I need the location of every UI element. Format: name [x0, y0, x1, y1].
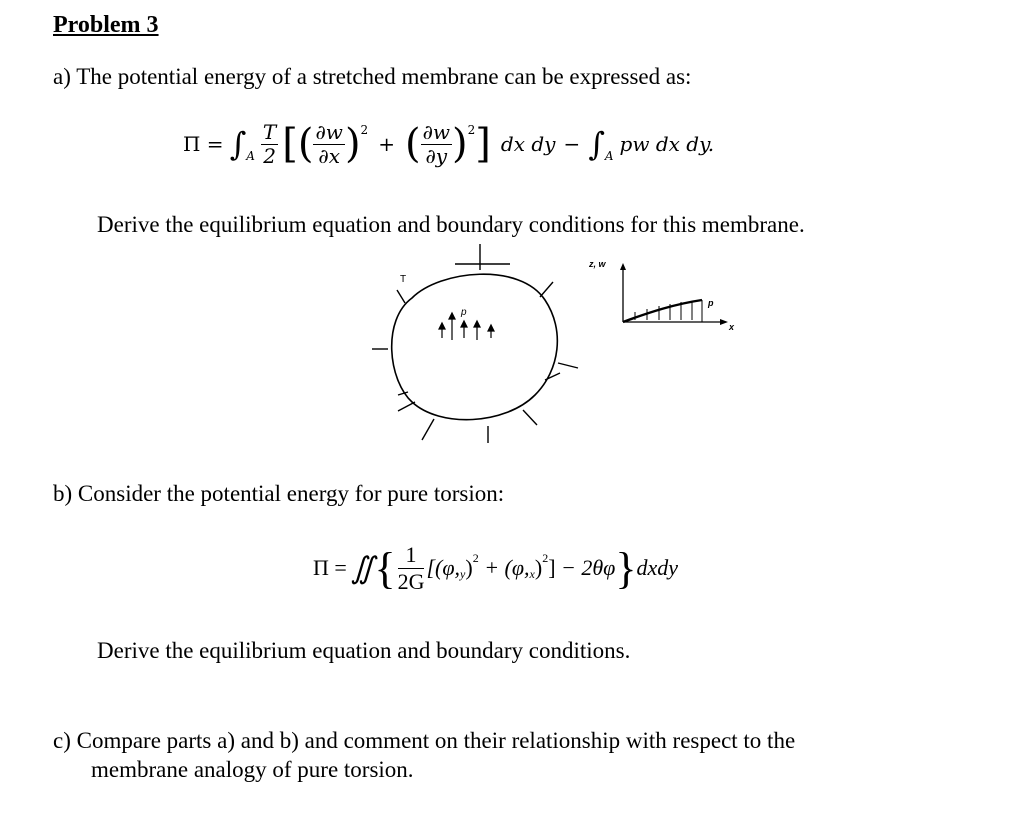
- eq-b-sq1: 2: [472, 550, 479, 565]
- eq-a-domain2: A: [604, 148, 614, 163]
- figure-label-x: x: [729, 322, 735, 332]
- part-a-task: Derive the equilibrium equation and boundary conditions for this membrane.: [97, 212, 805, 237]
- figure-label-zw: z, w: [589, 259, 606, 269]
- eq-b-1-over-2G: [398, 542, 425, 594]
- eq-b-lbrace: {: [374, 543, 396, 593]
- part-b-task: Derive the equilibrium equation and boundary conditions.: [97, 638, 631, 663]
- equation-b: [313, 533, 678, 603]
- eq-a-dy: ∂y: [425, 143, 448, 168]
- profile-diagram: [620, 263, 728, 325]
- eq-b-x: x: [529, 566, 535, 581]
- eq-a-integral: ∫: [229, 125, 247, 163]
- eq-a-dw2: ∂w: [422, 119, 451, 144]
- eq-b-sq2: 2: [542, 550, 549, 565]
- figure-label-p: p: [461, 307, 467, 318]
- eq-a-dxdy: dx dy: [500, 132, 556, 156]
- eq-b-rest: − 2θφ: [555, 555, 616, 580]
- eq-a-domain: A: [246, 148, 255, 163]
- problem-title: Problem 3: [53, 12, 159, 38]
- eq-b-phi-y-open: [(φ,: [426, 555, 461, 580]
- eq-b-bracket: ]: [548, 555, 556, 580]
- eq-a-plus: +: [378, 132, 395, 156]
- part-c-line1: c) Compare parts a) and b) and comment on their relationship with respect to the: [53, 728, 796, 753]
- eq-a-dx: ∂x: [318, 143, 341, 168]
- eq-b-2G: 2G: [397, 568, 425, 594]
- eq-a-2: 2: [263, 143, 276, 168]
- eq-a-minus: −: [563, 132, 581, 156]
- eq-a-integral2: ∫: [588, 125, 605, 163]
- figure-label-p2: p: [708, 298, 714, 308]
- eq-b-lhs: Π =: [313, 555, 347, 580]
- eq-a-lhs: Π =: [183, 132, 224, 156]
- eq-b-y: y: [460, 566, 466, 581]
- part-b-intro: b) Consider the potential energy for pure torsion:: [53, 481, 505, 506]
- eq-b-dxdy: dxdy: [636, 555, 679, 580]
- eq-a-exp2: 2: [467, 123, 476, 137]
- eq-a-tail: pw dx dy.: [619, 132, 715, 156]
- eq-b-close1: ): [465, 555, 473, 580]
- eq-a-T: T: [262, 119, 277, 144]
- eq-a-exp1: 2: [360, 123, 369, 137]
- eq-b-close2: ): [534, 555, 543, 580]
- eq-b-plus-phi-x: + (φ,: [478, 555, 530, 580]
- equation-a: Π = $\int_A$ $\frac{T}{2}$ [ ( $\frac{\partial w}{\partial x}$ ) 2 + ( $\frac{\partial w}{\partial y}$ ) 2 ] dx dy − $\int_A$ pw dx dy.: [183, 119, 715, 168]
- membrane-outline: [392, 274, 558, 419]
- figure-label-T: T: [400, 274, 407, 285]
- eq-b-double-integral: ∬: [350, 551, 375, 585]
- eq-a-dw1: ∂w: [315, 119, 343, 144]
- part-a-intro: a) The potential energy of a stretched membrane can be expressed as:: [53, 64, 692, 89]
- eq-b-1: 1: [398, 542, 425, 568]
- eq-b-rbrace: }: [615, 543, 637, 593]
- part-c-line2: membrane analogy of pure torsion.: [91, 757, 414, 782]
